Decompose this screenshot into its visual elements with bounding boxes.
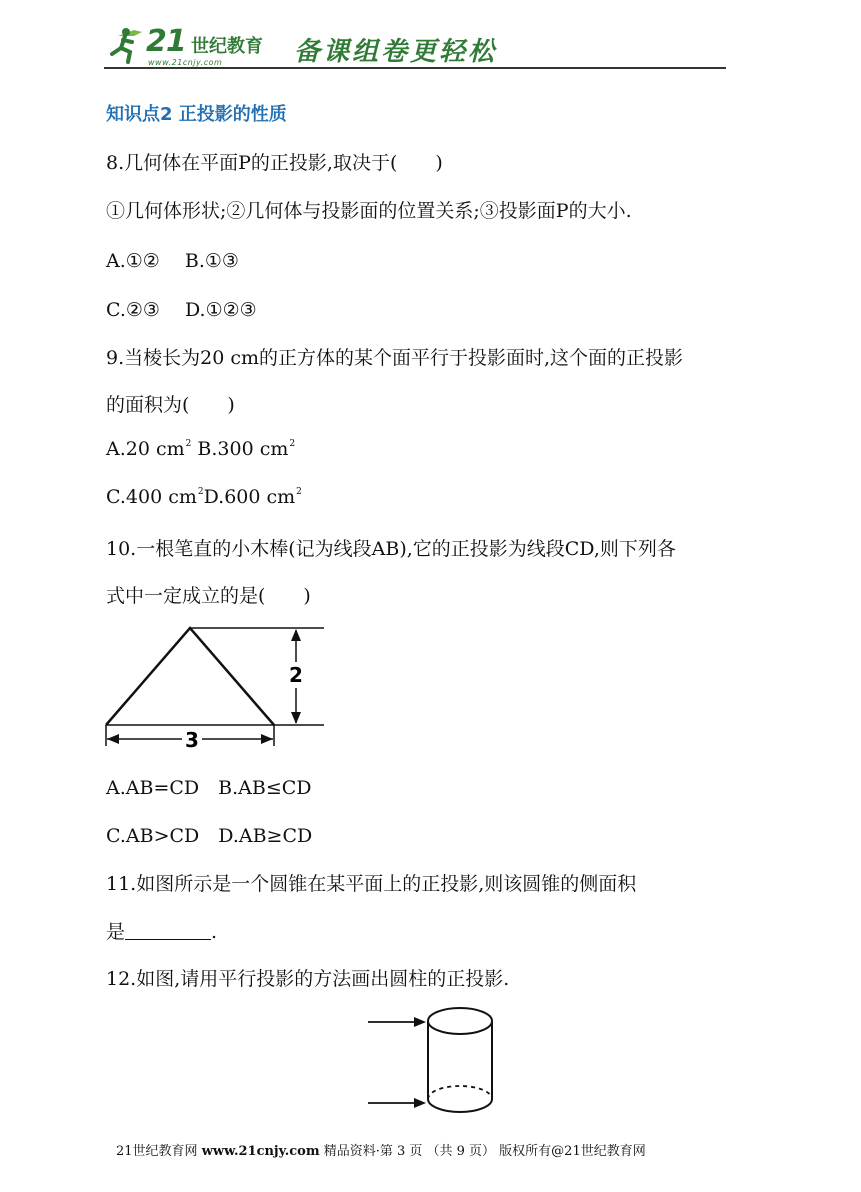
page-header (104, 22, 726, 70)
q9-stem-line2: 的面积为( ) (106, 394, 235, 416)
width-arrow-left (107, 734, 119, 744)
q9-options-row1 (106, 438, 295, 460)
q10-options-row2: C.AB>CD D.AB≥CD (106, 825, 313, 847)
q9-option-c-exp: 2 (197, 487, 204, 497)
footer-site-url[interactable]: www.21cnjy.com (201, 1144, 320, 1159)
logo-name: 世纪教育 (191, 36, 263, 57)
projection-arrowhead-top (414, 1017, 426, 1027)
q9-option-c: C.400 cm (106, 486, 197, 508)
q9-option-b-exp: 2 (289, 439, 296, 449)
footer-site-name: 21世纪教育网 (116, 1144, 198, 1159)
q10-options-row1: A.AB=CD B.AB≤CD (106, 777, 312, 799)
projection-arrowhead-bottom (414, 1098, 426, 1108)
triangle-outline (106, 628, 274, 725)
q9-option-d-exp: 2 (296, 487, 302, 497)
q10-triangle-figure (100, 622, 330, 752)
q12-stem: 12.如图,请用平行投影的方法画出圆柱的正投影. (106, 968, 510, 990)
header-slogan: 备课组卷更轻松 (294, 37, 498, 67)
runner-logo-icon (104, 22, 148, 66)
page-footer (116, 1140, 646, 1159)
section-title: 知识点2 正投影的性质 (106, 104, 287, 125)
q11-answer-blank[interactable] (125, 921, 211, 940)
q9-option-a-exp: 2 (185, 439, 192, 449)
q9-option-a: A.20 cm (106, 438, 185, 460)
footer-page-info: 精品资料·第 3 页 （共 9 页） 版权所有@21世纪教育网 (323, 1144, 646, 1159)
q8-stem: 8.几何体在平面P的正投影,取决于( ) (106, 152, 443, 174)
logo-url: www.21cnjy.com (148, 58, 223, 67)
cylinder-bottom-back-dashed (428, 1086, 492, 1099)
q8-options-row2: C.②③ D.①②③ (106, 299, 257, 321)
q9-option-d: D.600 cm (203, 486, 296, 508)
logo-number: 21 (146, 24, 186, 59)
cylinder-bottom-front (428, 1099, 492, 1112)
cylinder-top-ellipse (428, 1008, 492, 1034)
q11-suffix: . (211, 921, 218, 943)
q11-stem-line1: 11.如图所示是一个圆锥在某平面上的正投影,则该圆锥的侧面积 (106, 873, 637, 895)
q9-option-b: B.300 cm (197, 438, 289, 460)
width-arrow-right (261, 734, 273, 744)
height-arrow-up (291, 629, 301, 641)
height-arrow-down (291, 712, 301, 724)
q9-options-row2 (106, 486, 302, 508)
header-divider (104, 67, 726, 69)
q10-stem-line2: 式中一定成立的是( ) (106, 585, 311, 607)
q12-cylinder-figure (364, 1002, 504, 1120)
width-label: 3 (185, 728, 199, 752)
height-label: 2 (289, 663, 303, 687)
q11-prefix: 是 (106, 921, 126, 943)
q8-detail: ①几何体形状;②几何体与投影面的位置关系;③投影面P的大小. (106, 200, 632, 222)
q10-stem-line1: 10.一根笔直的小木棒(记为线段AB),它的正投影为线段CD,则下列各 (106, 538, 676, 560)
q8-options-row1: A.①② B.①③ (106, 250, 239, 272)
q9-stem-line1: 9.当棱长为20 cm的正方体的某个面平行于投影面时,这个面的正投影 (106, 347, 684, 369)
q11-stem-line2 (106, 917, 217, 944)
